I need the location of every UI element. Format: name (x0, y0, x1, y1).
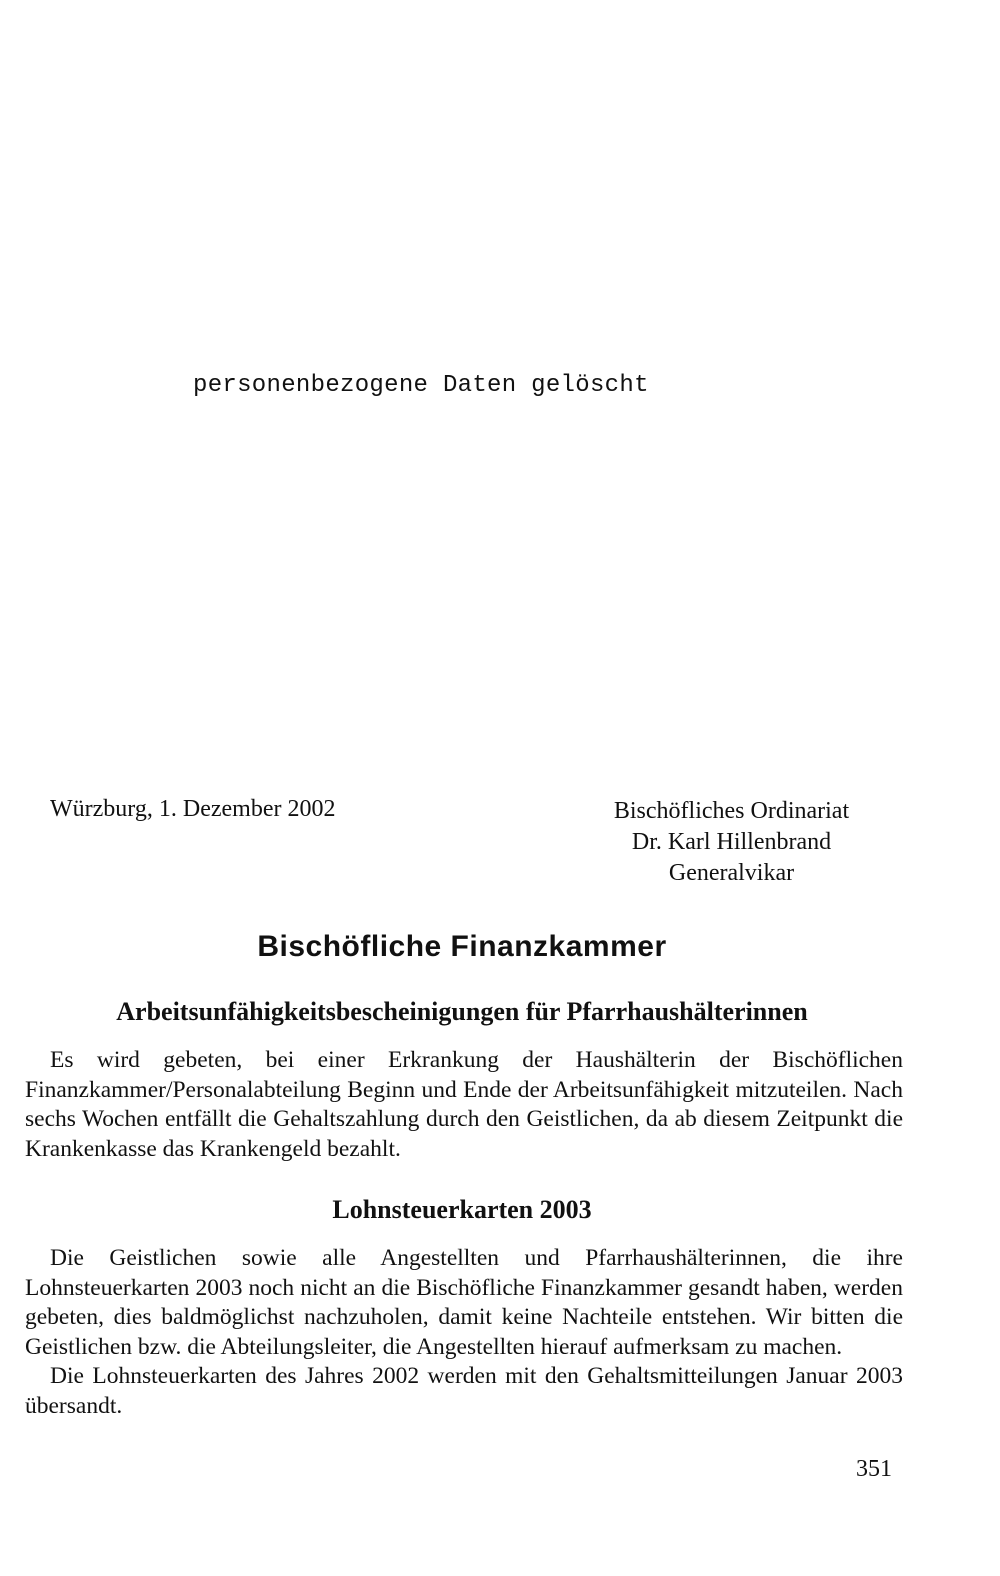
article-body-sick-notes (25, 1046, 903, 1164)
page-number: 351 (856, 1456, 892, 1482)
signature-block (560, 796, 903, 889)
paragraph: Die Lohnsteuerkarten des Jahres 2002 werden mit den Gehaltsmitteilungen Januar 2003 übersandt. (25, 1363, 903, 1419)
section-title: Bischöfliche Finanzkammer (257, 930, 667, 963)
place-and-date: Würzburg, 1. Dezember 2002 (50, 796, 336, 822)
signature-title: Generalvikar (668, 860, 795, 886)
redaction-note: personenbezogene Daten gelöscht (193, 372, 649, 399)
signature-office: Bischöfliches Ordinariat (613, 798, 850, 824)
article-heading-sick-notes: Arbeitsunfähigkeitsbescheinigungen für Pfarrhaushälterinnen (116, 997, 808, 1026)
article-heading-tax-cards: Lohnsteuerkarten 2003 (332, 1195, 592, 1224)
paragraph: Die Geistlichen sowie alle Angestellten und Pfarrhaushälterinnen, die ihre Lohnsteuerkarten 2003 noch nicht an die Bischöfliche Finanzkammer gesandt haben, werden gebeten, dies baldmöglichst nachzuholen, damit keine Nachteile entstehen. Wir bitten die Geistlichen bzw. die Abteilungsleiter, die Angestellten hierauf aufmerksam zu machen. (25, 1245, 903, 1360)
paragraph: Es wird gebeten, bei einer Erkrankung der Haushälterin der Bischöflichen Finanzkammer/Personalabteilung Beginn und Ende der Arbeitsunfähigkeit mitzuteilen. Nach sechs Wochen entfällt die Gehaltszahlung durch den Geistlichen, da ab diesem Zeitpunkt die Krankenkasse das Krankengeld bezahlt. (25, 1047, 903, 1162)
signature-name: Dr. Karl Hillenbrand (631, 829, 832, 855)
article-body-tax-cards (25, 1244, 903, 1421)
